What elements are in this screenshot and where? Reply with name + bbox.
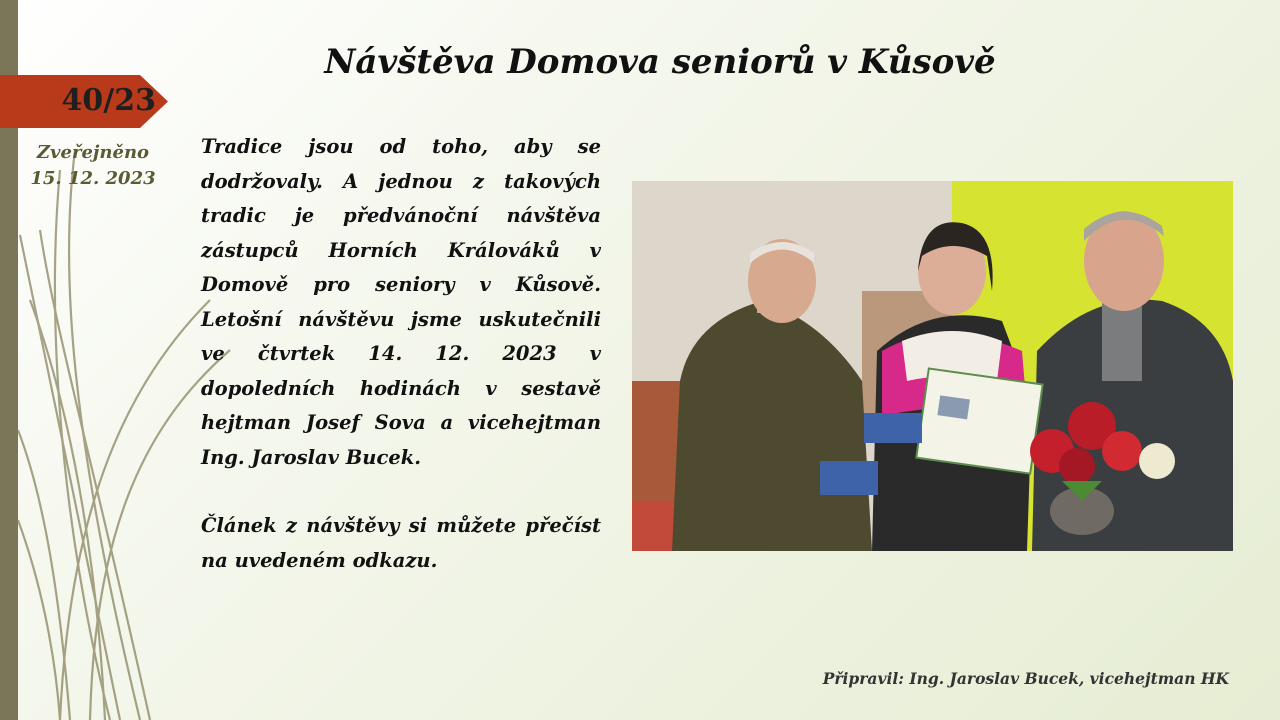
article-paragraph: Tradice jsou od toho, aby se dodržovaly. A jednou z takových tradic je předvánoční návštěva zástupců Horních Králováků v Domově pro seniory v Kůsově. Letošní návštěvu jsme uskutečnili ve čtvrtek 14. 12. 2023 v dopoledních hodinách v sestavě hejtman Josef Sova a vicehejtman Ing. Jaroslav Bucek. — [201, 135, 601, 469]
page-title: Návštěva Domova seniorů v Kůsově — [324, 42, 996, 82]
article-text — [201, 130, 601, 578]
article-link-note: Článek z návštěvy si můžete přečíst na uvedeném odkazu. — [201, 514, 601, 572]
gift-box — [820, 461, 878, 495]
published-label: Zveřejněno — [36, 142, 150, 163]
group-photo — [632, 181, 1233, 551]
slide-number-badge — [0, 75, 168, 128]
published-info — [28, 140, 158, 192]
slide-number: 40/23 — [61, 83, 156, 118]
certificate — [916, 369, 1042, 474]
author-credit: Připravil: Ing. Jaroslav Bucek, vicehejtman HK — [822, 669, 1229, 688]
published-date: 15. 12. 2023 — [30, 168, 156, 189]
gift-box — [864, 413, 922, 443]
